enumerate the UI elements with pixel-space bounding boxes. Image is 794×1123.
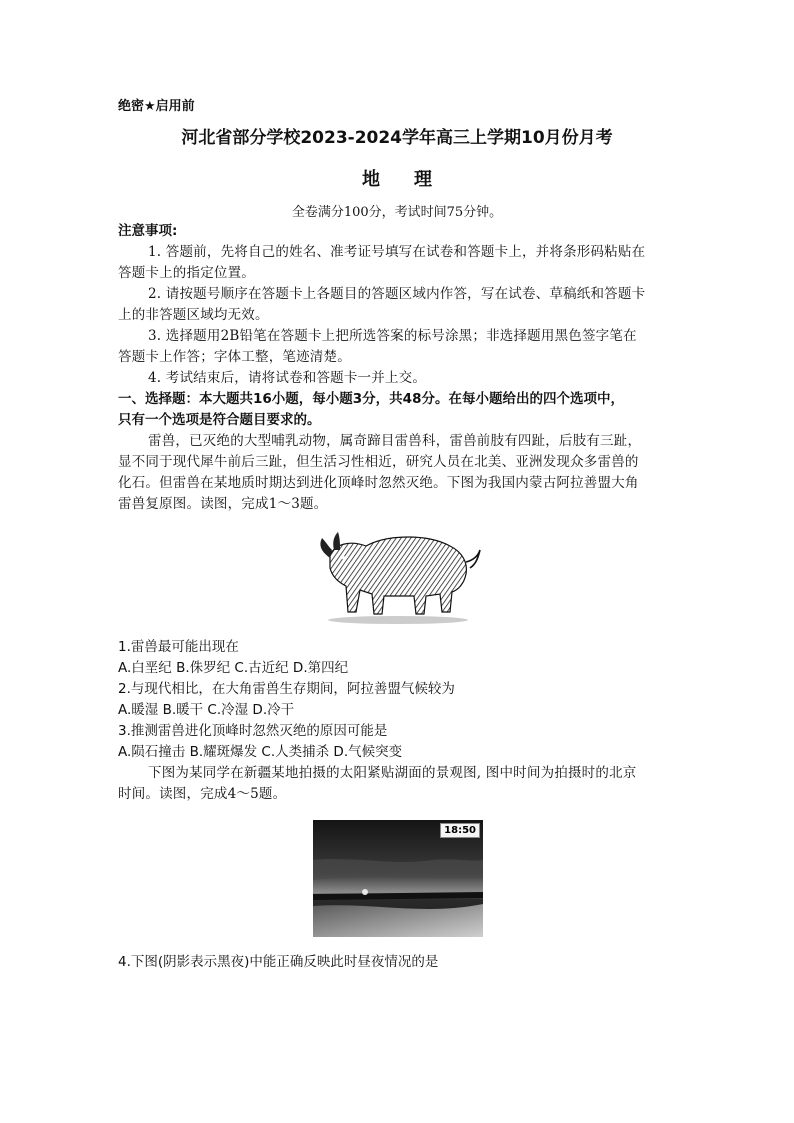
exam-meta: 全卷满分100分，考试时间75分钟。 [291, 205, 503, 220]
question-4: 4.下图(阴影表示黑夜)中能正确反映此时昼夜情况的是 [118, 954, 439, 970]
time-label: 18:50 [440, 823, 480, 838]
subject-title [0, 170, 794, 190]
notice-item-4: 4. 考试结束后，请将试卷和答题卡一并上交。 [148, 370, 427, 386]
notice-item-1-line-2: 答题卡上的指定位置。 [118, 265, 255, 281]
passage-1-line-2: 显不同于现代犀牛前后三趾，但生活习性相近，研究人员在北美、亚洲发现众多雷兽的 [118, 454, 639, 470]
notice-item-2-line-2: 上的非答题区域均无效。 [118, 307, 269, 323]
notice-item-1-line-1: 1. 答题前，先将自己的姓名、准考证号填写在试卷和答题卡上，并将条形码粘贴在 [148, 244, 646, 260]
notice-item-2-line-1: 2. 请按题号顺序在答题卡上各题目的答题区域内作答，写在试卷、草稿纸和答题卡 [148, 286, 646, 302]
notice-item-3-line-1: 3. 选择题用2B铅笔在答题卡上把所选答案的标号涂黑；非选择题用黑色签字笔在 [148, 328, 637, 344]
question-3-options: A.陨石撞击 B.耀斑爆发 C.人类捕杀 D.气候突变 [118, 744, 403, 760]
section-heading-line-2: 只有一个选项是符合题目要求的。 [118, 412, 321, 428]
exam-title: 河北省部分学校2023-2024学年高三上学期10月份月考 [181, 128, 613, 148]
passage-1-line-3: 化石。但雷兽在某地质时期达到进化顶峰时忽然灭绝。下图为我国内蒙古阿拉善盟大角 [118, 475, 639, 491]
brontothere-illustration [310, 528, 485, 626]
passage-1-line-4: 雷兽复原图。读图，完成1～3题。 [118, 496, 328, 512]
passage-1-line-1: 雷兽，已灭绝的大型哺乳动物，属奇蹄目雷兽科，雷兽前肢有四趾，后肢有三趾， [148, 433, 642, 449]
section-heading-line-1: 一、选择题：本大题共16小题，每小题3分，共48分。在每小题给出的四个选项中， [118, 391, 624, 407]
question-3: 3.推测雷兽进化顶峰时忽然灭绝的原因可能是 [118, 723, 388, 739]
question-2-options: A.暖湿 B.暖干 C.冷湿 D.冷干 [118, 702, 295, 718]
sunset-lake-photo [313, 820, 483, 937]
notice-item-3-line-2: 答题卡上作答；字体工整，笔迹清楚。 [118, 349, 351, 365]
question-1-options: A.白垩纪 B.侏罗纪 C.古近纪 D.第四纪 [118, 660, 349, 676]
passage-2-line-1: 下图为某同学在新疆某地拍摄的太阳紧贴湖面的景观图, 图中时间为拍摄时的北京 [148, 765, 637, 781]
notice-heading: 注意事项: [118, 223, 178, 239]
question-1: 1.雷兽最可能出现在 [118, 639, 239, 655]
secret-mark: 绝密★启用前 [118, 99, 195, 114]
subject-right: 理 [414, 169, 432, 190]
question-2: 2.与现代相比，在大角雷兽生存期间，阿拉善盟气候较为 [118, 681, 455, 697]
passage-2-line-2: 时间。读图，完成4～5题。 [118, 786, 287, 802]
subject-left: 地 [362, 169, 380, 190]
